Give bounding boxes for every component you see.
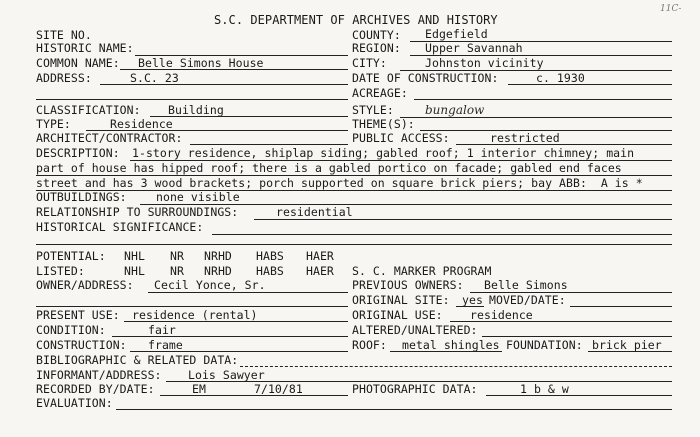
section-divider-1 <box>36 99 348 100</box>
condition-value: fair <box>148 323 176 337</box>
acreage-label: ACREAGE: <box>352 86 408 100</box>
roof-value: metal shingles <box>402 338 500 352</box>
classification-label: CLASSIFICATION: <box>36 103 141 117</box>
foundation-label: FOUNDATION: <box>506 338 583 352</box>
public-access-line <box>456 144 672 145</box>
address-line <box>100 84 348 85</box>
common-name-line <box>120 69 348 70</box>
style-value: bungalow <box>425 103 485 117</box>
potential-option-haer: HAER <box>306 249 334 263</box>
construction-label: CONSTRUCTION: <box>36 338 127 352</box>
foundation-value: brick pier <box>592 338 662 352</box>
moved-date-label: MOVED/DATE: <box>489 293 566 307</box>
potential-option-nr: NR <box>170 249 184 263</box>
acreage-line <box>414 99 672 100</box>
description-line-1: 1-story residence, shiplap siding; gabled roof; 1 interior chimney; main <box>132 146 635 160</box>
original-site-value: yes <box>462 293 483 307</box>
type-value: Residence <box>110 117 173 131</box>
address-label: ADDRESS: <box>36 71 92 85</box>
evaluation-line <box>116 409 672 410</box>
moved-date-line <box>570 306 672 307</box>
architect-label: ARCHITECT/CONTRACTOR: <box>36 131 183 145</box>
informant-value: Lois Sawyer <box>188 368 265 382</box>
outbuildings-label: OUTBUILDINGS: <box>36 190 127 204</box>
description-rule-3 <box>36 190 672 191</box>
recorded-by-label: RECORDED BY/DATE: <box>36 382 155 396</box>
style-label: STYLE: <box>352 103 394 117</box>
date-of-construction-line <box>508 84 672 85</box>
common-name-label: COMMON NAME: <box>36 56 120 70</box>
historical-significance-label: HISTORICAL SIGNIFICANCE: <box>36 220 204 234</box>
condition-line <box>112 336 348 337</box>
common-name-value: Belle Simons House <box>138 56 264 70</box>
description-line-2: part of house has hipped roof; there is a gabled portico on facade; gabled end faces <box>36 161 622 175</box>
marker-program-label: S. C. MARKER PROGRAM <box>352 264 492 278</box>
altered-label: ALTERED/UNALTERED: <box>352 323 478 337</box>
date-of-construction-label: DATE OF CONSTRUCTION: <box>352 71 499 85</box>
roof-label: ROOF: <box>352 338 387 352</box>
potential-option-nhl: NHL <box>124 249 145 263</box>
evaluation-label: EVALUATION: <box>36 396 113 410</box>
region-value: Upper Savannah <box>425 41 523 55</box>
section-divider-2 <box>36 306 348 307</box>
potential-option-habs: HABS <box>256 249 284 263</box>
listed-option-haer: HAER <box>306 264 334 278</box>
listed-option-nhl: NHL <box>124 264 145 278</box>
city-label: CITY: <box>352 56 387 70</box>
informant-label: INFORMANT/ADDRESS: <box>36 368 162 382</box>
outbuildings-value: none visible <box>156 190 240 204</box>
description-label: DESCRIPTION: <box>36 146 120 160</box>
bibliographic-label: BIBLIOGRAPHIC & RELATED DATA: <box>36 353 239 367</box>
construction-line <box>130 351 348 352</box>
county-label: COUNTY: <box>352 28 401 42</box>
city-value: Johnston vicinity <box>425 56 544 70</box>
potential-label: POTENTIAL: <box>36 249 106 263</box>
altered-line <box>482 336 672 337</box>
original-use-value: residence <box>470 308 533 322</box>
original-use-label: ORIGINAL USE: <box>352 308 443 322</box>
description-line-3: street and has 3 wood brackets; porch supported on square brick piers; bay ABB: A is * <box>36 176 643 190</box>
style-line <box>400 117 672 118</box>
historical-significance-line-2 <box>36 244 672 245</box>
form-title: S.C. DEPARTMENT OF ARCHIVES AND HISTORY <box>214 13 498 27</box>
present-use-line <box>124 321 348 322</box>
address-value: S.C. 23 <box>130 71 179 85</box>
recorded-by-date: 7/10/81 <box>254 382 303 396</box>
previous-owners-value: Belle Simons <box>484 278 568 292</box>
foundation-line <box>588 351 672 352</box>
themes-label: THEME(S): <box>352 117 415 131</box>
public-access-value: restricted <box>490 131 560 145</box>
historical-significance-line <box>212 234 672 235</box>
classification-line <box>150 116 348 117</box>
construction-value: frame <box>148 338 183 352</box>
photographic-data-value: 1 b & w <box>520 382 569 396</box>
relationship-value: residential <box>276 205 353 219</box>
region-label: REGION: <box>352 41 401 55</box>
listed-label: LISTED: <box>36 264 85 278</box>
bibliographic-line <box>240 366 672 367</box>
owner-address-label: OWNER/ADDRESS: <box>36 278 134 292</box>
photographic-data-label: PHOTOGRAPHIC DATA: <box>352 382 478 396</box>
owner-address-value: Cecil Yonce, Sr. <box>154 278 266 292</box>
type-label: TYPE: <box>36 117 71 131</box>
county-value: Edgefield <box>425 27 488 41</box>
historic-name-label: HISTORIC NAME: <box>36 41 134 55</box>
potential-option-nrhd: NRHD <box>204 249 232 263</box>
condition-label: CONDITION: <box>36 323 106 337</box>
photographic-data-line <box>486 395 672 396</box>
listed-option-nr: NR <box>170 264 184 278</box>
corner-mark: 11C- <box>660 4 682 14</box>
recorded-by-initials: EM <box>192 382 206 396</box>
present-use-value: residence (rental) <box>132 308 258 322</box>
owner-address-line <box>148 292 348 293</box>
public-access-label: PUBLIC ACCESS: <box>352 131 450 145</box>
original-site-line <box>456 306 484 307</box>
site-no-label: SITE NO. <box>36 28 92 42</box>
date-of-construction-value: c. 1930 <box>536 71 585 85</box>
previous-owners-label: PREVIOUS OWNERS: <box>352 278 464 292</box>
present-use-label: PRESENT USE: <box>36 308 120 322</box>
listed-option-habs: HABS <box>256 264 284 278</box>
relationship-label: RELATIONSHIP TO SURROUNDINGS: <box>36 205 239 219</box>
architect-line <box>190 144 348 145</box>
relationship-line <box>254 219 672 220</box>
recorded-by-line <box>160 395 348 396</box>
original-site-label: ORIGINAL SITE: <box>352 293 450 307</box>
original-use-line <box>450 321 672 322</box>
roof-line <box>390 351 502 352</box>
listed-option-nrhd: NRHD <box>204 264 232 278</box>
classification-value: Building <box>168 103 224 117</box>
